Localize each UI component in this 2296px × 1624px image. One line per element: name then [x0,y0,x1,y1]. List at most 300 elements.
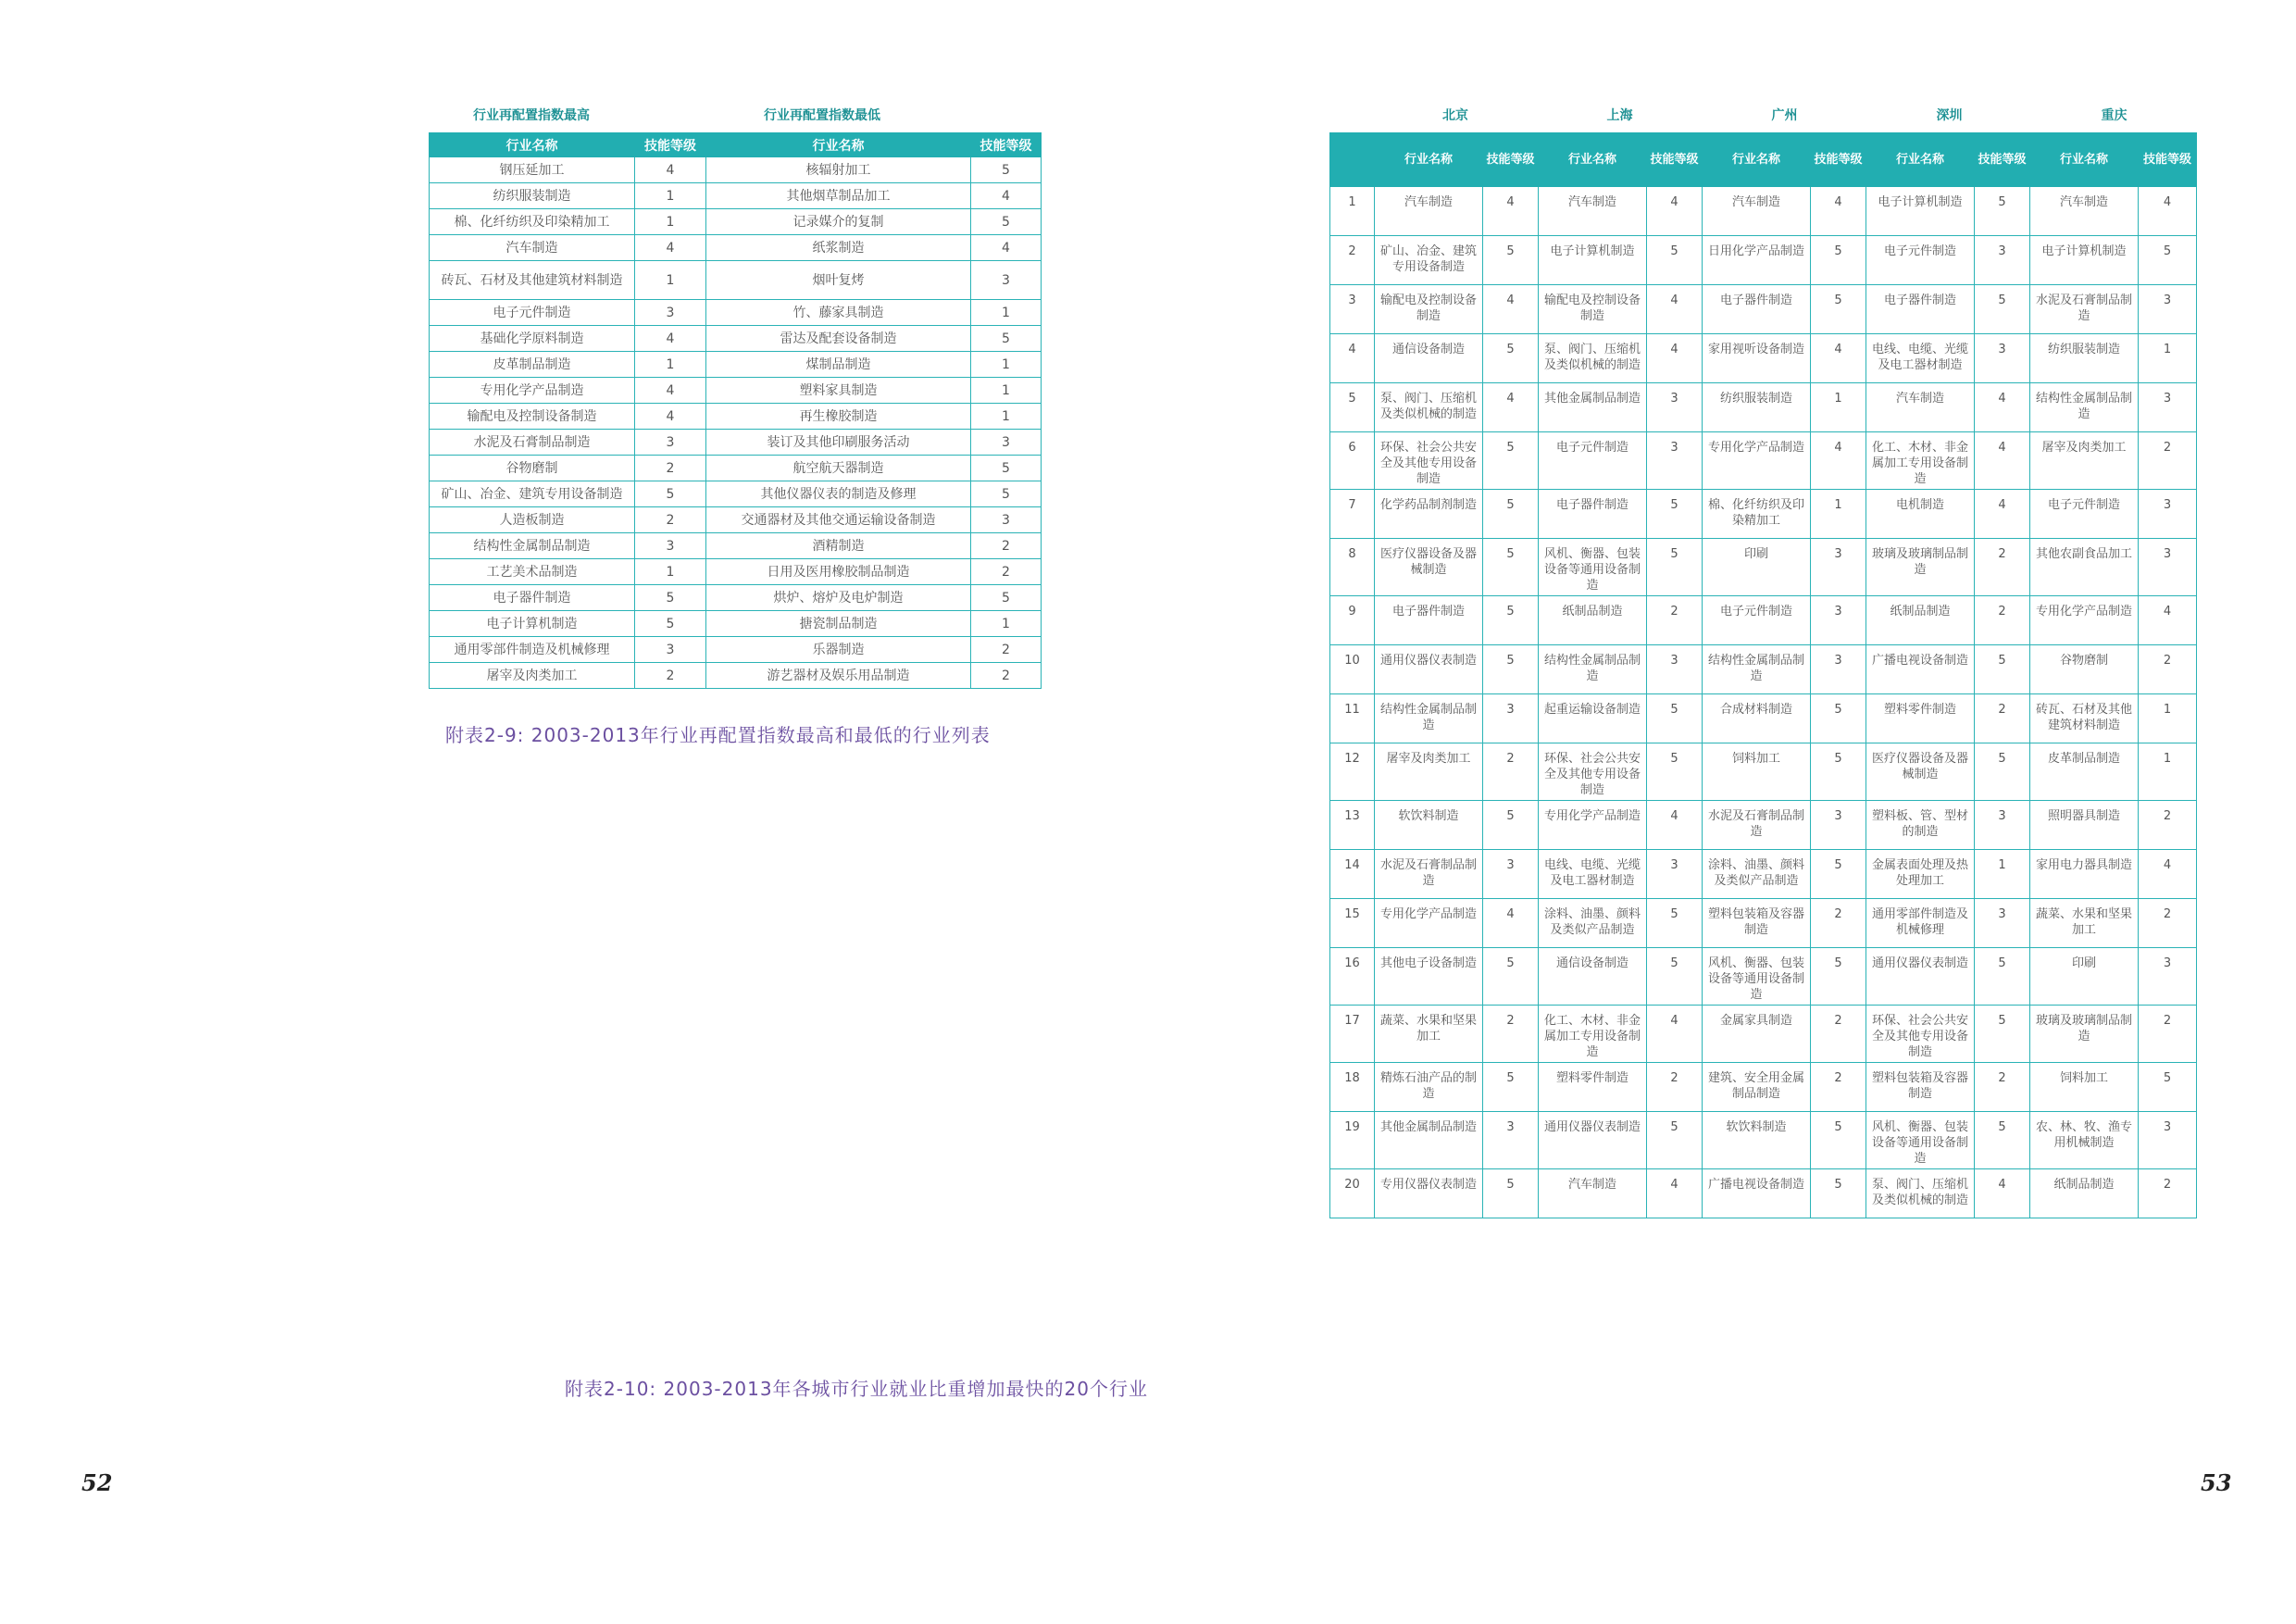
industry-name-cell: 塑料零件制造 [1866,694,1975,743]
skill-level-cell: 3 [635,533,706,559]
industry-name-cell: 电子器件制造 [430,585,635,611]
industry-name-cell: 屠宰及肉类加工 [1375,743,1483,801]
skill-level-cell: 2 [1483,743,1539,801]
skill-level-cell: 2 [1975,539,2030,596]
skill-level-cell: 5 [1483,432,1539,490]
industry-name-cell: 通用仪器仪表制造 [1866,948,1975,1006]
city-header-shenzhen: 深圳 [1936,108,1963,123]
skill-level-cell: 4 [2139,850,2197,899]
industry-name-cell: 塑料包装箱及容器制造 [1703,899,1811,948]
industry-name-cell: 汽车制造 [1703,187,1811,236]
skill-level-cell: 1 [1975,850,2030,899]
column-header: 技能等级 [1811,133,1866,187]
skill-level-cell: 1 [2139,743,2197,801]
skill-level-cell: 1 [635,352,706,378]
skill-level-cell: 4 [635,326,706,352]
industry-name-cell: 风机、衡器、包装设备等通用设备制造 [1539,539,1647,596]
industry-name-cell: 通用仪器仪表制造 [1539,1112,1647,1169]
table-body [1330,187,2197,1218]
skill-level-cell: 5 [971,585,1042,611]
rank-cell: 2 [1330,236,1375,285]
industry-name-cell: 输配电及控制设备制造 [1375,285,1483,334]
skill-level-cell: 5 [971,209,1042,235]
skill-level-cell: 5 [1483,1063,1539,1112]
industry-name-cell: 电子计算机制造 [1866,187,1975,236]
skill-level-cell: 4 [1483,187,1539,236]
rank-cell: 13 [1330,801,1375,850]
skill-level-cell: 5 [1647,539,1703,596]
industry-name-cell: 酒精制造 [706,533,971,559]
skill-level-cell: 5 [1811,743,1866,801]
industry-name-cell: 日用及医用橡胶制品制造 [706,559,971,585]
industry-name-cell: 风机、衡器、包装设备等通用设备制造 [1866,1112,1975,1169]
column-header: 技能等级 [1975,133,2030,187]
rank-cell: 14 [1330,850,1375,899]
industry-name-cell: 合成材料制造 [1703,694,1811,743]
industry-name-cell: 纸制品制造 [1539,596,1647,645]
skill-level-cell: 4 [2139,596,2197,645]
rank-cell: 4 [1330,334,1375,383]
skill-level-cell: 5 [1811,948,1866,1006]
table-row [1330,539,2197,596]
industry-name-cell: 搪瓷制品制造 [706,611,971,637]
table-row [1330,490,2197,539]
column-header [1330,133,1375,187]
group-header-highest: 行业再配置指数最高 [473,108,590,123]
industry-name-cell: 电子计算机制造 [1539,236,1647,285]
skill-level-cell: 3 [1811,539,1866,596]
skill-level-cell: 5 [1647,743,1703,801]
skill-level-cell: 5 [2139,1063,2197,1112]
industry-name-cell: 玻璃及玻璃制品制造 [2030,1006,2139,1063]
table-row [430,533,1042,559]
city-top20-industries-table [1329,132,2197,1218]
table-row [1330,743,2197,801]
industry-name-cell: 皮革制品制造 [430,352,635,378]
skill-level-cell: 4 [1647,285,1703,334]
skill-level-cell: 2 [971,533,1042,559]
table-row [1330,1063,2197,1112]
skill-level-cell: 5 [1483,596,1539,645]
industry-name-cell: 汽车制造 [1866,383,1975,432]
reallocation-index-table [429,132,1042,689]
page-number: 52 [81,1469,113,1496]
skill-level-cell: 5 [971,326,1042,352]
table-row [1330,1169,2197,1218]
skill-level-cell: 5 [1975,743,2030,801]
skill-level-cell: 1 [971,300,1042,326]
skill-level-cell: 3 [1975,899,2030,948]
industry-name-cell: 建筑、安全用金属制品制造 [1703,1063,1811,1112]
skill-level-cell: 3 [1811,645,1866,694]
city-headers [1329,106,2196,128]
industry-name-cell: 其他电子设备制造 [1375,948,1483,1006]
industry-name-cell: 软饮料制造 [1375,801,1483,850]
industry-name-cell: 化工、木材、非金属加工专用设备制造 [1539,1006,1647,1063]
industry-name-cell: 医疗仪器设备及器械制造 [1866,743,1975,801]
industry-name-cell: 汽车制造 [1539,187,1647,236]
table-row [1330,285,2197,334]
city-header-guangzhou: 广州 [1771,108,1798,123]
industry-name-cell: 专用化学产品制造 [1539,801,1647,850]
skill-level-cell: 4 [1483,383,1539,432]
industry-name-cell: 泵、阀门、压缩机及类似机械的制造 [1375,383,1483,432]
rank-cell: 8 [1330,539,1375,596]
column-header: 行业名称 [430,133,635,157]
rank-cell: 10 [1330,645,1375,694]
skill-level-cell: 1 [1811,490,1866,539]
skill-level-cell: 2 [2139,899,2197,948]
skill-level-cell: 5 [1483,1169,1539,1218]
group-header-lowest: 行业再配置指数最低 [764,108,880,123]
industry-name-cell: 汽车制造 [1539,1169,1647,1218]
table-row [430,585,1042,611]
industry-name-cell: 通信设备制造 [1539,948,1647,1006]
page-number: 53 [2201,1469,2232,1496]
table-row [1330,899,2197,948]
industry-name-cell: 工艺美术品制造 [430,559,635,585]
skill-level-cell: 2 [1811,1006,1866,1063]
industry-name-cell: 交通器材及其他交通运输设备制造 [706,507,971,533]
skill-level-cell: 5 [1811,285,1866,334]
industry-name-cell: 起重运输设备制造 [1539,694,1647,743]
skill-level-cell: 5 [1483,236,1539,285]
table-row [430,235,1042,261]
rank-cell: 5 [1330,383,1375,432]
table-row [1330,596,2197,645]
industry-name-cell: 电子器件制造 [1866,285,1975,334]
industry-name-cell: 其他金属制品制造 [1375,1112,1483,1169]
table-caption: 附表2-9: 2003-2013年行业再配置指数最高和最低的行业列表 [445,724,991,746]
industry-name-cell: 电线、电缆、光缆及电工器材制造 [1866,334,1975,383]
industry-name-cell: 其他仪器仪表的制造及修理 [706,481,971,507]
city-header-beijing: 北京 [1442,108,1468,123]
table-row [430,663,1042,689]
table-row [1330,694,2197,743]
industry-name-cell: 家用电力器具制造 [2030,850,2139,899]
industry-name-cell: 棉、化纤纺织及印染精加工 [1703,490,1811,539]
industry-name-cell: 玻璃及玻璃制品制造 [1866,539,1975,596]
industry-name-cell: 精炼石油产品的制造 [1375,1063,1483,1112]
industry-name-cell: 涂料、油墨、颜料及类似产品制造 [1703,850,1811,899]
industry-name-cell: 电子元件制造 [430,300,635,326]
industry-name-cell: 蔬菜、水果和坚果加工 [1375,1006,1483,1063]
column-header: 技能等级 [1647,133,1703,187]
skill-level-cell: 4 [2139,187,2197,236]
skill-level-cell: 5 [635,611,706,637]
skill-level-cell: 3 [1647,383,1703,432]
industry-name-cell: 专用化学产品制造 [430,378,635,404]
table-row [1330,1112,2197,1169]
industry-name-cell: 结构性金属制品制造 [1539,645,1647,694]
skill-level-cell: 3 [2139,490,2197,539]
table-row [430,261,1042,300]
industry-name-cell: 水泥及石膏制品制造 [1375,850,1483,899]
city-header-shanghai: 上海 [1606,108,1633,123]
industry-name-cell: 核辐射加工 [706,157,971,183]
rank-cell: 6 [1330,432,1375,490]
industry-name-cell: 印刷 [2030,948,2139,1006]
industry-name-cell: 电线、电缆、光缆及电工器材制造 [1539,850,1647,899]
industry-name-cell: 通用零部件制造及机械修理 [430,637,635,663]
skill-level-cell: 4 [635,404,706,430]
industry-name-cell: 电子计算机制造 [430,611,635,637]
skill-level-cell: 2 [1647,596,1703,645]
industry-name-cell: 通用仪器仪表制造 [1375,645,1483,694]
skill-level-cell: 2 [1483,1006,1539,1063]
industry-name-cell: 照明器具制造 [2030,801,2139,850]
industry-name-cell: 涂料、油墨、颜料及类似产品制造 [1539,899,1647,948]
city-header-chongqing: 重庆 [2101,108,2128,123]
industry-name-cell: 风机、衡器、包装设备等通用设备制造 [1703,948,1811,1006]
table-row [430,481,1042,507]
industry-name-cell: 通信设备制造 [1375,334,1483,383]
skill-level-cell: 5 [1811,694,1866,743]
skill-level-cell: 1 [1811,383,1866,432]
skill-level-cell: 1 [971,352,1042,378]
industry-name-cell: 结构性金属制品制造 [430,533,635,559]
skill-level-cell: 3 [2139,948,2197,1006]
skill-level-cell: 4 [1483,899,1539,948]
skill-level-cell: 1 [2139,694,2197,743]
table-row [1330,236,2197,285]
skill-level-cell: 3 [1811,596,1866,645]
skill-level-cell: 5 [635,585,706,611]
skill-level-cell: 5 [1647,236,1703,285]
skill-level-cell: 1 [635,261,706,300]
industry-name-cell: 环保、社会公共安全及其他专用设备制造 [1375,432,1483,490]
skill-level-cell: 3 [635,300,706,326]
rank-cell: 1 [1330,187,1375,236]
skill-level-cell: 2 [635,507,706,533]
column-header: 行业名称 [1375,133,1483,187]
rank-cell: 17 [1330,1006,1375,1063]
skill-level-cell: 2 [635,456,706,481]
column-header: 行业名称 [2030,133,2139,187]
industry-name-cell: 其他烟草制品加工 [706,183,971,209]
industry-name-cell: 装订及其他印刷服务活动 [706,430,971,456]
industry-name-cell: 结构性金属制品制造 [2030,383,2139,432]
skill-level-cell: 2 [2139,432,2197,490]
skill-level-cell: 4 [635,157,706,183]
table-row [1330,850,2197,899]
table-row [430,456,1042,481]
skill-level-cell: 3 [971,430,1042,456]
table-row [430,209,1042,235]
table-row [430,378,1042,404]
industry-name-cell: 农、林、牧、渔专用机械制造 [2030,1112,2139,1169]
industry-name-cell: 棉、化纤纺织及印染精加工 [430,209,635,235]
industry-name-cell: 塑料家具制造 [706,378,971,404]
table-body [430,157,1042,689]
table-row [430,404,1042,430]
table-row [1330,1006,2197,1063]
rank-cell: 16 [1330,948,1375,1006]
skill-level-cell: 3 [1811,801,1866,850]
skill-level-cell: 1 [2139,334,2197,383]
industry-name-cell: 砖瓦、石材及其他建筑材料制造 [2030,694,2139,743]
industry-name-cell: 蔬菜、水果和坚果加工 [2030,899,2139,948]
column-header: 技能等级 [635,133,706,157]
table-row [1330,432,2197,490]
industry-name-cell: 纺织服装制造 [430,183,635,209]
table-row [430,300,1042,326]
skill-level-cell: 3 [1647,645,1703,694]
industry-name-cell: 泵、阀门、压缩机及类似机械的制造 [1539,334,1647,383]
industry-name-cell: 钢压延加工 [430,157,635,183]
skill-level-cell: 4 [1975,1169,2030,1218]
skill-level-cell: 4 [1483,285,1539,334]
skill-level-cell: 5 [635,481,706,507]
industry-name-cell: 软饮料制造 [1703,1112,1811,1169]
industry-name-cell: 纸浆制造 [706,235,971,261]
industry-name-cell: 结构性金属制品制造 [1703,645,1811,694]
skill-level-cell: 5 [1975,1006,2030,1063]
industry-name-cell: 游艺器材及娱乐用品制造 [706,663,971,689]
industry-name-cell: 煤制品制造 [706,352,971,378]
skill-level-cell: 5 [1483,334,1539,383]
industry-name-cell: 电机制造 [1866,490,1975,539]
skill-level-cell: 3 [1975,236,2030,285]
industry-name-cell: 谷物磨制 [2030,645,2139,694]
skill-level-cell: 2 [2139,1169,2197,1218]
skill-level-cell: 4 [1975,383,2030,432]
industry-name-cell: 日用化学产品制造 [1703,236,1811,285]
industry-name-cell: 电子计算机制造 [2030,236,2139,285]
table-row [1330,948,2197,1006]
industry-name-cell: 再生橡胶制造 [706,404,971,430]
skill-level-cell: 3 [1975,334,2030,383]
rank-cell: 18 [1330,1063,1375,1112]
table-row [1330,383,2197,432]
skill-level-cell: 3 [1647,432,1703,490]
skill-level-cell: 2 [2139,801,2197,850]
table-row [430,352,1042,378]
industry-name-cell: 饲料加工 [2030,1063,2139,1112]
industry-name-cell: 金属表面处理及热处理加工 [1866,850,1975,899]
industry-name-cell: 矿山、冶金、建筑专用设备制造 [430,481,635,507]
industry-name-cell: 汽车制造 [2030,187,2139,236]
industry-name-cell: 纸制品制造 [2030,1169,2139,1218]
industry-name-cell: 电子器件制造 [1539,490,1647,539]
industry-name-cell: 乐器制造 [706,637,971,663]
table-row [430,326,1042,352]
skill-level-cell: 2 [1975,694,2030,743]
table-row [430,430,1042,456]
skill-level-cell: 5 [1811,850,1866,899]
skill-level-cell: 4 [635,378,706,404]
rank-cell: 9 [1330,596,1375,645]
industry-name-cell: 皮革制品制造 [2030,743,2139,801]
skill-level-cell: 3 [1647,850,1703,899]
skill-level-cell: 2 [1647,1063,1703,1112]
industry-name-cell: 环保、社会公共安全及其他专用设备制造 [1539,743,1647,801]
skill-level-cell: 2 [971,637,1042,663]
skill-level-cell: 4 [1647,187,1703,236]
skill-level-cell: 3 [2139,1112,2197,1169]
column-header: 技能等级 [2139,133,2197,187]
industry-name-cell: 电子元件制造 [1539,432,1647,490]
industry-name-cell: 竹、藤家具制造 [706,300,971,326]
skill-level-cell: 2 [635,663,706,689]
skill-level-cell: 1 [971,378,1042,404]
skill-level-cell: 4 [1811,432,1866,490]
table-header-row [1330,133,2197,187]
industry-name-cell: 印刷 [1703,539,1811,596]
rank-cell: 20 [1330,1169,1375,1218]
skill-level-cell: 2 [1975,1063,2030,1112]
industry-name-cell: 矿山、冶金、建筑专用设备制造 [1375,236,1483,285]
skill-level-cell: 5 [1483,539,1539,596]
table-row [1330,334,2197,383]
skill-level-cell: 2 [1811,899,1866,948]
skill-level-cell: 3 [2139,285,2197,334]
industry-name-cell: 其他农副食品加工 [2030,539,2139,596]
skill-level-cell: 4 [1975,432,2030,490]
industry-name-cell: 汽车制造 [1375,187,1483,236]
skill-level-cell: 5 [1975,948,2030,1006]
skill-level-cell: 5 [1811,1112,1866,1169]
industry-name-cell: 饲料加工 [1703,743,1811,801]
industry-name-cell: 化学药品制剂制造 [1375,490,1483,539]
skill-level-cell: 1 [635,209,706,235]
skill-level-cell: 4 [1647,801,1703,850]
skill-level-cell: 2 [1811,1063,1866,1112]
skill-level-cell: 4 [971,183,1042,209]
table-row [430,157,1042,183]
column-header: 技能等级 [971,133,1042,157]
table-row [430,637,1042,663]
skill-level-cell: 5 [1975,187,2030,236]
industry-name-cell: 电子元件制造 [1703,596,1811,645]
industry-name-cell: 其他金属制品制造 [1539,383,1647,432]
table-row [430,507,1042,533]
skill-level-cell: 4 [1647,1006,1703,1063]
industry-name-cell: 纸制品制造 [1866,596,1975,645]
skill-level-cell: 3 [1483,694,1539,743]
industry-name-cell: 电子元件制造 [1866,236,1975,285]
industry-name-cell: 医疗仪器设备及器械制造 [1375,539,1483,596]
skill-level-cell: 3 [971,507,1042,533]
skill-level-cell: 2 [1975,596,2030,645]
skill-level-cell: 5 [971,481,1042,507]
industry-name-cell: 记录媒介的复制 [706,209,971,235]
industry-name-cell: 塑料零件制造 [1539,1063,1647,1112]
skill-level-cell: 1 [971,611,1042,637]
skill-level-cell: 1 [971,404,1042,430]
skill-level-cell: 5 [971,157,1042,183]
column-header: 行业名称 [1866,133,1975,187]
skill-level-cell: 3 [1483,1112,1539,1169]
skill-level-cell: 4 [1811,187,1866,236]
industry-name-cell: 航空航天器制造 [706,456,971,481]
industry-name-cell: 烘炉、熔炉及电炉制造 [706,585,971,611]
industry-name-cell: 泵、阀门、压缩机及类似机械的制造 [1866,1169,1975,1218]
skill-level-cell: 5 [1483,948,1539,1006]
rank-cell: 12 [1330,743,1375,801]
industry-name-cell: 化工、木材、非金属加工专用设备制造 [1866,432,1975,490]
skill-level-cell: 2 [2139,645,2197,694]
table-group-headers [429,106,1041,128]
industry-name-cell: 环保、社会公共安全及其他专用设备制造 [1866,1006,1975,1063]
industry-name-cell: 纺织服装制造 [1703,383,1811,432]
table-row [430,559,1042,585]
skill-level-cell: 4 [971,235,1042,261]
industry-name-cell: 输配电及控制设备制造 [1539,285,1647,334]
industry-name-cell: 专用仪器仪表制造 [1375,1169,1483,1218]
skill-level-cell: 5 [1975,285,2030,334]
column-header: 技能等级 [1483,133,1539,187]
